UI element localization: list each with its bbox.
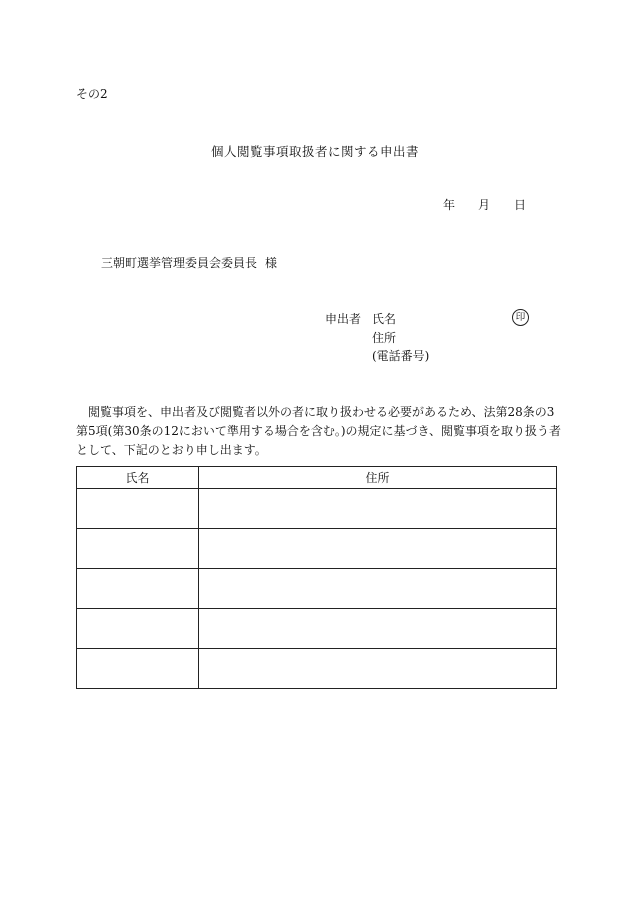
date-year-label: 年 — [443, 198, 456, 212]
address-cell[interactable] — [199, 489, 557, 529]
table-row — [77, 489, 557, 529]
table-row — [77, 609, 557, 649]
name-cell[interactable] — [77, 489, 199, 529]
applicant-address-label: 住所 — [372, 331, 397, 345]
form-number: その2 — [76, 87, 108, 101]
table-row — [77, 649, 557, 689]
body-text-line: 閲覧事項を、申出者及び閲覧者以外の者に取り扱わせる必要があるため、法第28条の3 — [88, 405, 555, 419]
applicant-label: 申出者 — [325, 312, 362, 326]
name-cell[interactable] — [77, 649, 199, 689]
body-text-line: として、下記のとおり申し出ます。 — [76, 443, 267, 457]
addressee-honorific: 様 — [265, 256, 278, 270]
seal-mark: 印 — [512, 309, 529, 326]
table-row — [77, 569, 557, 609]
column-header-name: 氏名 — [77, 467, 199, 489]
name-cell[interactable] — [77, 529, 199, 569]
table-row — [77, 529, 557, 569]
address-cell[interactable] — [199, 529, 557, 569]
name-cell[interactable] — [77, 569, 199, 609]
handler-table — [76, 466, 557, 689]
body-text-line: 第5項(第30条の12において準用する場合を含む。)の規定に基づき、閲覧事項を取り扱う者 — [76, 424, 562, 438]
applicant-name-label: 氏名 — [372, 312, 397, 326]
addressee-name: 三朝町選挙管理委員会委員長 — [101, 256, 258, 270]
address-cell[interactable] — [199, 609, 557, 649]
address-cell[interactable] — [199, 649, 557, 689]
applicant-phone-label: (電話番号) — [372, 349, 430, 363]
table-header-row — [77, 467, 557, 489]
column-header-address: 住所 — [199, 467, 557, 489]
date-day-label: 日 — [514, 198, 527, 212]
address-cell[interactable] — [199, 569, 557, 609]
page-title: 個人閲覧事項取扱者に関する申出書 — [210, 144, 419, 159]
name-cell[interactable] — [77, 609, 199, 649]
date-month-label: 月 — [478, 198, 491, 212]
